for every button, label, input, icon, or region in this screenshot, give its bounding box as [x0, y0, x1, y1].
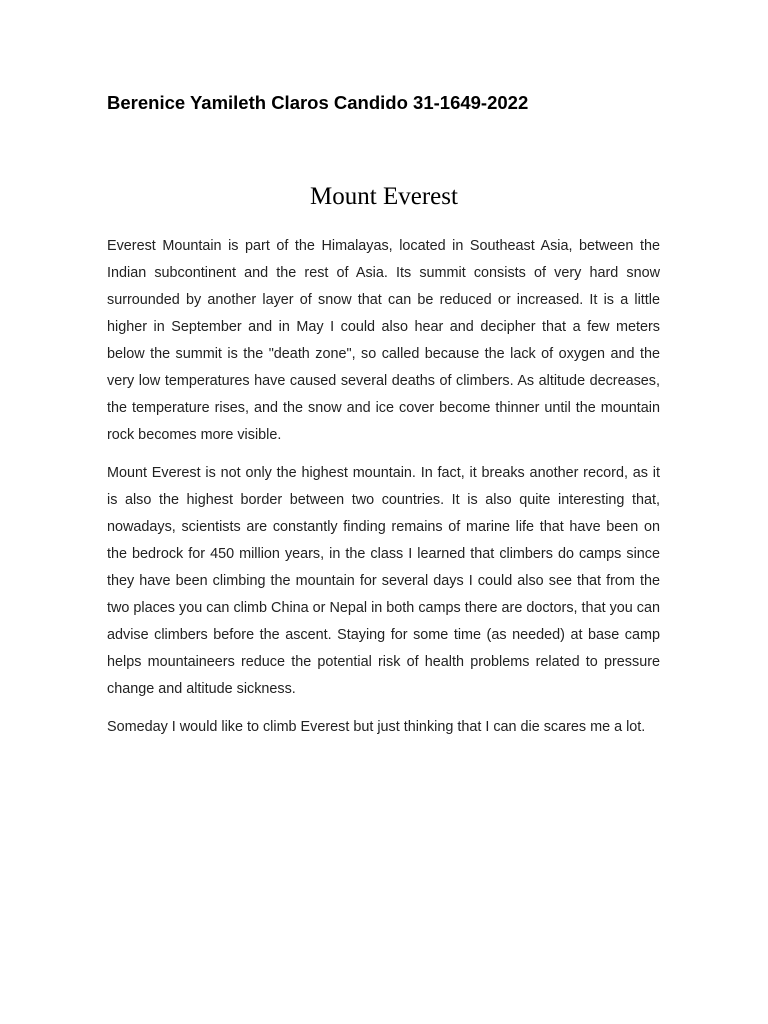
paragraph: Someday I would like to climb Everest but just thinking that I can die scares me a lot.: [107, 719, 646, 735]
paragraph: Mount Everest is not only the highest mountain. In fact, it breaks another record, as it is also the highest border between two countries. It is also quite interesting that, nowadays, scientists are constantly finding remains of marine life that have been on the bedrock for 450 million years, in the class I learned that climbers do camps since they have been climbing the mountain for several days I could also see that from the two places you can climb China or Nepal in both camps there are doctors, that you can advise climbers before the ascent. Staying for some time (as needed) at base camp helps mountaineers reduce the potential risk of health problems related to pressure change and altitude sickness.: [107, 465, 660, 697]
paragraph: Everest Mountain is part of the Himalayas, located in Southeast Asia, between the Indian subcontinent and the rest of Asia. Its summit consists of very hard snow surrounded by another layer of snow that can be reduced or increased. It is a little higher in September and in May I could also hear and decipher that a few meters below the summit is the "death zone", so called because the lack of oxygen and the very low temperatures have caused several deaths of climbers. As altitude decreases, the temperature rises, and the snow and ice cover become thinner until the mountain rock becomes more visible.: [107, 238, 660, 443]
author-line: Berenice Yamileth Claros Candido 31-1649-2022: [107, 92, 529, 113]
document-body: [107, 233, 660, 752]
document-title: Mount Everest: [310, 183, 458, 210]
